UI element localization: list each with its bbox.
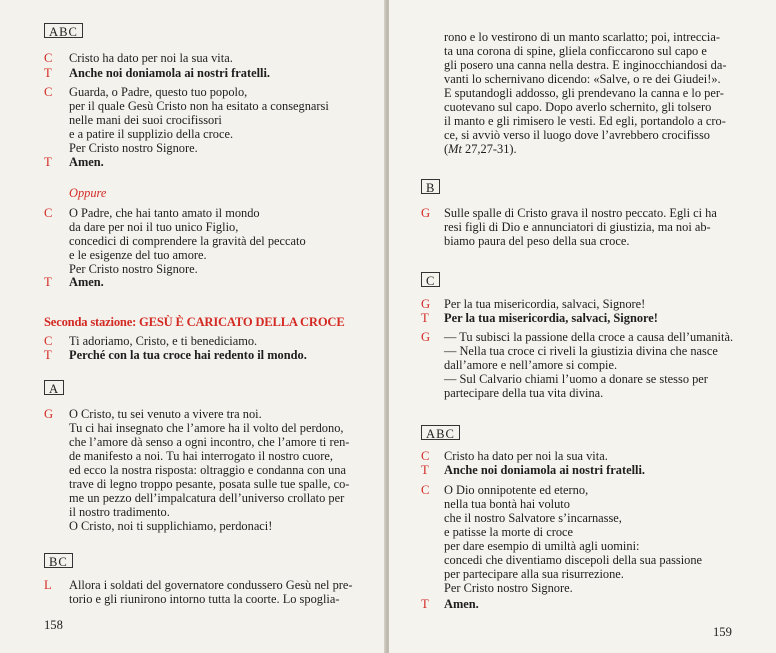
box-abc: ABC — [421, 425, 460, 440]
box-bc: BC — [44, 553, 73, 568]
reading-line: cuotevano sul capo. Dopo averlo schernito, gli tolsero — [444, 100, 712, 114]
reading-line: il nostro tradimento. — [69, 505, 170, 519]
role-letter: L — [44, 578, 52, 592]
prayer-line: che il nostro Salvatore s’incarnasse, — [444, 511, 622, 525]
prayer-line: concedici di comprendere la gravità del peccato — [69, 234, 306, 248]
prayer-line: O Dio onnipotente ed eterno, — [444, 483, 589, 497]
reading-line: O Cristo, tu sei venuto a vivere tra noi. — [69, 407, 262, 421]
role-letter: C — [44, 85, 53, 99]
prayer-line: per partecipare alla sua risurrezione. — [444, 567, 624, 581]
response-line: Per la tua misericordia, salvaci, Signore! — [444, 311, 658, 325]
reading-block — [69, 578, 353, 606]
invocation-line: dall’amore e nell’amore si compie. — [444, 358, 618, 372]
prayer-line: Per Cristo nostro Signore. — [69, 262, 198, 276]
prayer-line: per il quale Gesù Cristo non ha esitato a consegnarsi — [69, 99, 329, 113]
invocations-block — [444, 330, 733, 400]
reading-line: Allora i soldati del governatore condussero Gesù nel pre- — [69, 578, 353, 592]
prayer-block — [69, 206, 306, 276]
left-page — [0, 0, 386, 653]
verse-line: Cristo ha dato per noi la sua vita. — [444, 449, 608, 463]
role-letter: T — [421, 597, 429, 611]
amen-line: Amen. — [69, 155, 104, 169]
reading-block — [69, 407, 349, 533]
reading-line: ed ecco la nostra risposta: oltraggio e condanna con una — [69, 463, 346, 477]
box-abc: ABC — [44, 23, 83, 38]
citation: (Mt 27,27-31). — [444, 142, 517, 156]
verse-line: Cristo ha dato per noi la sua vita. — [69, 51, 233, 65]
prayer-line: Per Cristo nostro Signore. — [69, 141, 198, 155]
prayer-line: O Padre, che hai tanto amato il mondo — [69, 206, 260, 220]
oppure-label: Oppure — [69, 186, 107, 200]
verse-line: Per la tua misericordia, salvaci, Signore! — [444, 297, 646, 311]
invocation-line: — Sul Calvario chiami l’uomo a donare se stesso per — [444, 372, 708, 386]
reading-line: torio e gli riunirono intorno tutta la coorte. Lo spoglia- — [69, 592, 340, 606]
reading-line: ce, si avviò verso il luogo dove l’avrebbero crocifisso — [444, 128, 710, 142]
invocation-line: — Tu subisci la passione della croce a causa dell’umanità. — [444, 330, 734, 344]
citation-verse: 27,27-31). — [461, 142, 517, 156]
role-letter: T — [44, 275, 52, 289]
role-letter: C — [44, 206, 53, 220]
prayer-block — [444, 483, 702, 595]
prayer-line: nelle mani dei suoi crocifissori — [69, 113, 222, 127]
right-page — [389, 0, 776, 653]
page-number: 159 — [713, 625, 732, 639]
prayer-line: Per Cristo nostro Signore. — [444, 581, 573, 595]
role-letter: G — [421, 297, 431, 311]
role-letter: T — [44, 348, 52, 362]
prayer-line: e le esigenze del tuo amore. — [69, 248, 207, 262]
reading-line: ta una corona di spine, gliela conficcarono sul capo e — [444, 44, 707, 58]
reading-line: O Cristo, noi ti supplichiamo, perdonaci! — [69, 519, 273, 533]
role-letter: C — [421, 483, 430, 497]
reading-line: E sputandogli addosso, gli prendevano la canna e lo per- — [444, 86, 724, 100]
role-letter: C — [44, 51, 53, 65]
prayer-line: Guarda, o Padre, questo tuo popolo, — [69, 85, 248, 99]
reading-line: resi figli di Dio e annunciatori di giustizia, ma noi ab- — [444, 220, 711, 234]
prayer-line: e patisse la morte di croce — [444, 525, 574, 539]
box-a: A — [44, 380, 64, 395]
box-c: C — [421, 272, 440, 287]
prayer-line: concedi che diventiamo discepoli della sua passione — [444, 553, 703, 567]
prayer-line: per dare esempio di umiltà agli uomini: — [444, 539, 640, 553]
reading-line: de manifesto a noi. Tu hai interrogato il nostro cuore, — [69, 449, 333, 463]
reading-line: me un pezzo dell’impalcatura dell’universo crollato per — [69, 491, 345, 505]
reading-line: rono e lo vestirono di un manto scarlatto; poi, intreccia- — [444, 30, 720, 44]
reading-line: Tu ci hai insegnato che l’amore ha il volto del perdono, — [69, 421, 344, 435]
citation-book: Mt — [448, 142, 462, 156]
response-line: Anche noi doniamola ai nostri fratelli. — [444, 463, 646, 477]
role-letter: C — [421, 449, 430, 463]
role-letter: G — [44, 407, 54, 421]
prayer-line: da dare per noi il tuo unico Figlio, — [69, 220, 239, 234]
amen-line: Amen. — [444, 597, 479, 611]
amen-line: Amen. — [69, 275, 104, 289]
page-number: 158 — [44, 618, 63, 632]
response-line: Perché con la tua croce hai redento il mondo. — [69, 348, 307, 362]
station-heading: Seconda stazione: GESÙ È CARICATO DELLA CROCE — [44, 315, 345, 329]
role-letter: T — [44, 66, 52, 80]
reading-line: trave di legno troppo pesante, posata sulle tue spalle, co- — [69, 477, 350, 491]
invocation-line: partecipare della tua vita divina. — [444, 386, 604, 400]
response-line: Anche noi doniamola ai nostri fratelli. — [69, 66, 271, 80]
reading-line: biamo paura del peso della sua croce. — [444, 234, 630, 248]
prayer-line: e a patire il supplizio della croce. — [69, 127, 234, 141]
prayer-line: nella tua bontà hai voluto — [444, 497, 570, 511]
role-letter: T — [421, 311, 429, 325]
role-letter: G — [421, 330, 431, 344]
reading-continuation — [444, 30, 726, 156]
reading-line: il manto e gli rimisero le vesti. Ed egli, portandolo a cro- — [444, 114, 726, 128]
role-letter: T — [44, 155, 52, 169]
prayer-block — [69, 85, 329, 155]
role-letter: T — [421, 463, 429, 477]
reading-line: che l’amore dà senso a ogni incontro, che l’amore ti ren- — [69, 435, 350, 449]
reading-block — [444, 206, 717, 248]
role-letter: C — [44, 334, 53, 348]
reading-line: gli posero una canna nella destra. E inginocchiandosi da- — [444, 58, 727, 72]
verse-line: Ti adoriamo, Cristo, e ti benediciamo. — [69, 334, 258, 348]
reading-line: vanti lo schernivano dicendo: «Salve, o re dei Giudei!». — [444, 72, 721, 86]
invocation-line: — Nella tua croce ci riveli la giustizia divina che nasce — [444, 344, 718, 358]
reading-line: Sulle spalle di Cristo grava il nostro peccato. Egli ci ha — [444, 206, 717, 220]
box-b: B — [421, 179, 440, 194]
role-letter: G — [421, 206, 431, 220]
